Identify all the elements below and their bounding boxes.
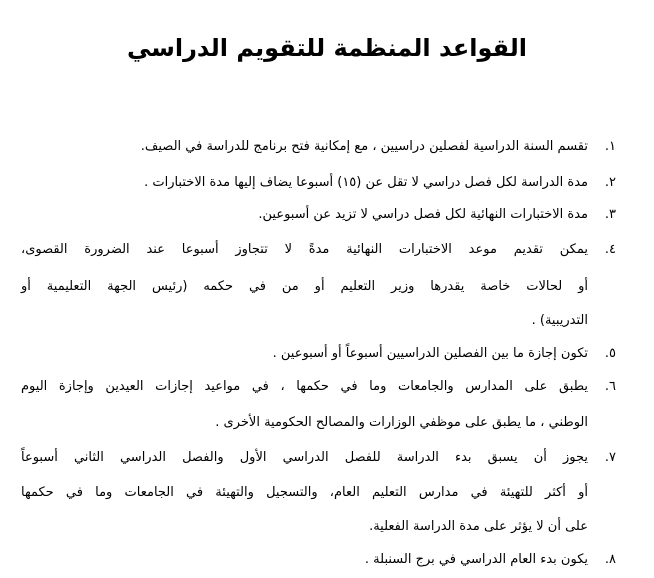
rule-number: ٦. <box>604 379 616 394</box>
rule-text-line: تكون إجازة ما بين الفصلين الدراسيين أسبوعاً أو أسبوعين . <box>272 346 588 361</box>
rule-text-line: تقسم السنة الدراسية لفصلين دراسيين ، مع إمكانية فتح برنامج للدراسة في الصيف. <box>140 139 588 154</box>
rule-text-line: يكون بدء العام الدراسي في برج السنبلة . <box>364 552 588 567</box>
rule-text-line: يطبق على المدارس والجامعات وما في حكمها ، في مواعيد إجازات العيدين وإجازة اليوم <box>21 379 588 394</box>
page-title: القواعد المنظمة للتقويم الدراسي <box>126 34 528 62</box>
rule-text-line: أو لحالات خاصة يقدرها وزير التعليم أو من في حكمه (رئيس الجهة التعليمية أو <box>21 279 588 294</box>
rule-number: ٥. <box>604 346 616 361</box>
rule-text-line: التدريبية) . <box>531 313 588 328</box>
rule-text-line: يجوز أن يسبق بدء الدراسة للفصل الدراسي الأول والفصل الدراسي الثاني أسبوعاً <box>21 450 588 465</box>
rule-text-line: على أن لا يؤثر على مدة الدراسة الفعلية. <box>369 519 588 534</box>
rule-text-line: الوطني ، ما يطبق على موظفي الوزارات والمصالح الحكومية الأخرى . <box>215 415 588 430</box>
rule-number: ٣. <box>604 207 616 222</box>
rule-number: ٨. <box>604 552 616 567</box>
rule-text-line: يمكن تقديم موعد الاختبارات النهائية مدةً لا تتجاوز أسبوعا عند الضرورة القصوى، <box>21 242 588 257</box>
rule-text-line: مدة الدراسة لكل فصل دراسي لا تقل عن (١٥) أسبوعا يضاف إليها مدة الاختبارات . <box>144 175 588 190</box>
rule-number: ٧. <box>604 450 616 465</box>
rule-text-line: أو أكثر للتهيئة في مدارس التعليم العام، والتسجيل والتهيئة في الجامعات وما في حكمها <box>21 485 588 500</box>
rule-number: ١. <box>604 139 616 154</box>
rule-number: ٤. <box>604 242 616 257</box>
rule-number: ٢. <box>604 175 616 190</box>
rule-text-line: مدة الاختبارات النهائية لكل فصل دراسي لا تزيد عن أسبوعين. <box>258 207 588 222</box>
